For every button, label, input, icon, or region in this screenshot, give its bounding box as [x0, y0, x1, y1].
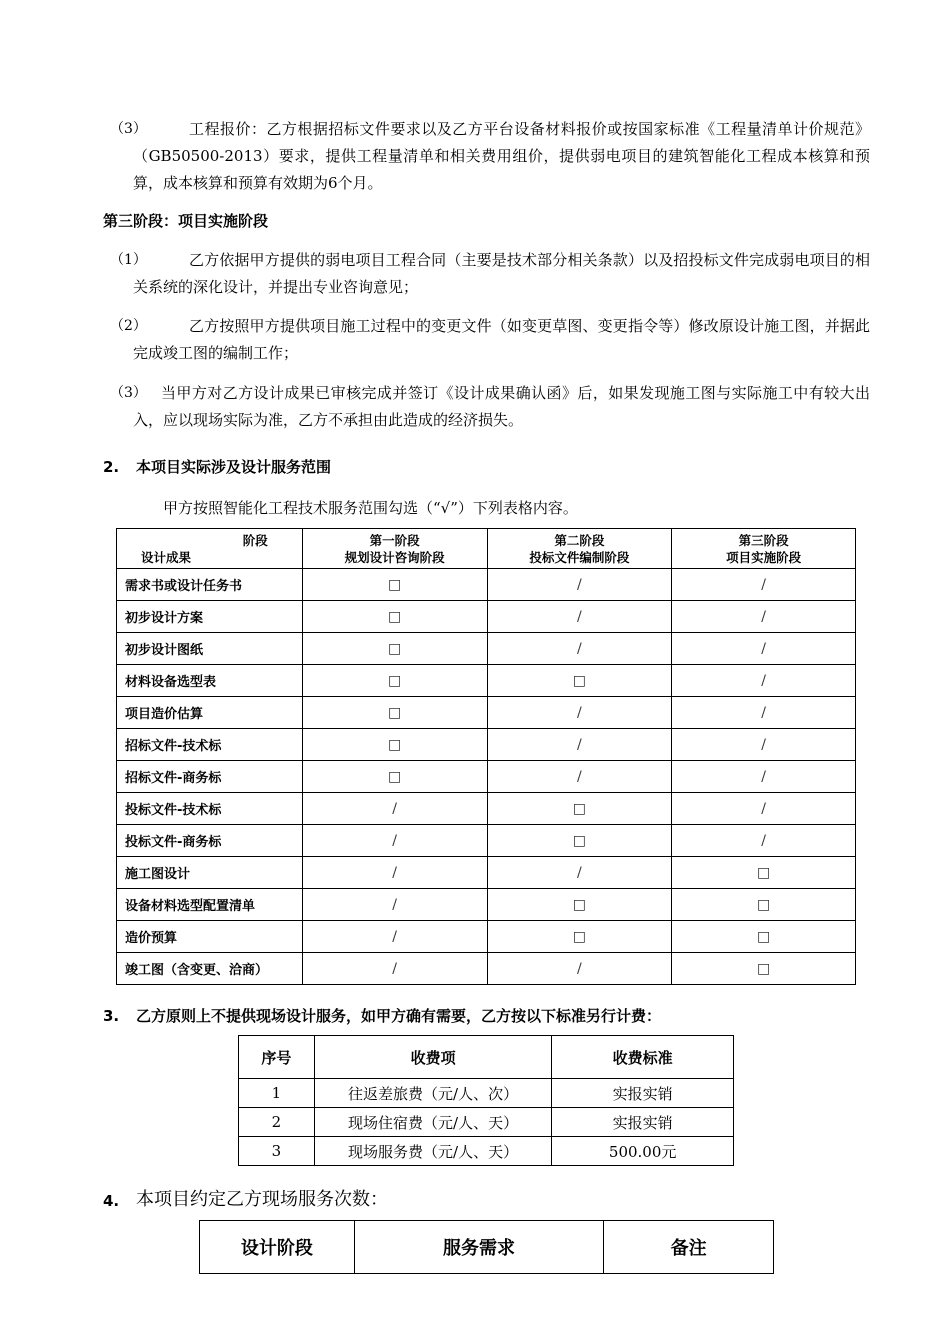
paragraph-change-drawings: 乙方按照甲方提供项目施工过程中的变更文件（如变更草图、变更指令等）修改原设计施工图，并据此完成竣工图的编制工作；: [133, 317, 870, 362]
row-label: 竣工图（含变更、洽商）: [117, 953, 303, 985]
row-standard: 实报实销: [552, 1108, 734, 1137]
section4-number: 4.: [103, 1192, 120, 1210]
stage3-heading: 第三阶段：项目实施阶段: [103, 212, 269, 230]
checkbox-cell[interactable]: □: [487, 793, 672, 825]
checkbox-cell[interactable]: □: [672, 889, 856, 921]
corner-stage-label: 阶段: [242, 532, 268, 548]
section2-intro: 甲方按照智能化工程技术服务范围勾选（“√”）下列表格内容。: [163, 499, 578, 517]
not-applicable-cell: /: [672, 601, 856, 633]
design-scope-table: [116, 528, 856, 985]
row-standard: 实报实销: [552, 1079, 734, 1108]
checkbox-cell[interactable]: □: [672, 857, 856, 889]
checkbox-cell[interactable]: □: [672, 921, 856, 953]
table-row: [117, 889, 856, 921]
not-applicable-cell: /: [672, 569, 856, 601]
column-header-service-demand: 服务需求: [354, 1221, 604, 1274]
corner-header: [117, 529, 303, 569]
checkbox-cell[interactable]: □: [487, 665, 672, 697]
column-header-design-stage: 设计阶段: [200, 1221, 355, 1274]
column-header-remarks: 备注: [604, 1221, 774, 1274]
table-row: [117, 665, 856, 697]
not-applicable-cell: /: [672, 633, 856, 665]
row-label: 初步设计方案: [117, 601, 303, 633]
table-row: [117, 633, 856, 665]
paragraph-deepening-design: 乙方依据甲方提供的弱电项目工程合同（主要是技术部分相关条款）以及招投标文件完成弱电项目的相关系统的深化设计，并提出专业咨询意见；: [133, 251, 870, 296]
checkbox-cell[interactable]: □: [302, 697, 487, 729]
table-row: [239, 1079, 734, 1108]
row-label: 投标文件-商务标: [117, 825, 303, 857]
not-applicable-cell: /: [487, 601, 672, 633]
not-applicable-cell: /: [302, 825, 487, 857]
checkbox-cell[interactable]: □: [487, 921, 672, 953]
section3-title: 乙方原则上不提供现场设计服务，如甲方确有需要，乙方按以下标准另行计费：: [136, 1007, 662, 1025]
column-header-no: 序号: [239, 1036, 315, 1079]
row-label: 材料设备选型表: [117, 665, 303, 697]
column-header-stage1: 第一阶段 规划设计咨询阶段: [302, 529, 487, 569]
section2-number: 2.: [103, 458, 120, 476]
table-row: [117, 729, 856, 761]
item-number: （1）: [110, 252, 147, 268]
checkbox-cell[interactable]: □: [672, 953, 856, 985]
row-label: 招标文件-技术标: [117, 729, 303, 761]
section2-title: 本项目实际涉及设计服务范围: [136, 458, 332, 476]
not-applicable-cell: /: [672, 761, 856, 793]
fee-table: [238, 1035, 734, 1166]
row-item: 现场服务费（元/人、天）: [314, 1137, 551, 1166]
not-applicable-cell: /: [487, 633, 672, 665]
not-applicable-cell: /: [672, 697, 856, 729]
column-header-stage3: 第三阶段 项目实施阶段: [672, 529, 856, 569]
table-row: [117, 761, 856, 793]
item-number: （3）: [110, 121, 147, 137]
item-number: （3）: [110, 385, 147, 401]
not-applicable-cell: /: [487, 857, 672, 889]
checkbox-cell[interactable]: □: [302, 569, 487, 601]
column-header-item: 收费项: [314, 1036, 551, 1079]
not-applicable-cell: /: [672, 665, 856, 697]
not-applicable-cell: /: [487, 569, 672, 601]
table-row: [117, 921, 856, 953]
column-header-stage2: 第二阶段 投标文件编制阶段: [487, 529, 672, 569]
table-row: [239, 1137, 734, 1166]
not-applicable-cell: /: [487, 729, 672, 761]
row-label: 招标文件-商务标: [117, 761, 303, 793]
table-row: [117, 601, 856, 633]
checkbox-cell[interactable]: □: [487, 825, 672, 857]
checkbox-cell[interactable]: □: [487, 889, 672, 921]
row-item: 往返差旅费（元/人、次）: [314, 1079, 551, 1108]
checkbox-cell[interactable]: □: [302, 665, 487, 697]
table-row: [117, 793, 856, 825]
row-label: 设备材料选型配置清单: [117, 889, 303, 921]
not-applicable-cell: /: [672, 825, 856, 857]
row-no: 1: [239, 1079, 315, 1108]
row-item: 现场住宿费（元/人、天）: [314, 1108, 551, 1137]
checkbox-cell[interactable]: □: [302, 729, 487, 761]
checkbox-cell[interactable]: □: [302, 601, 487, 633]
not-applicable-cell: /: [302, 793, 487, 825]
table-row: [117, 857, 856, 889]
column-header-standard: 收费标准: [552, 1036, 734, 1079]
table-row: [117, 697, 856, 729]
paragraph-cost-estimate-text: 工程报价：乙方根据招标文件要求以及乙方平台设备材料报价或按国家标准《工程量清单计价规范》（GB50500-2013）要求，提供工程量清单和相关费用组价，提供弱电项目的建筑智能化工程成本核算和预算，成本核算和预算有效期为6个月。: [133, 120, 870, 192]
checkbox-cell[interactable]: □: [302, 633, 487, 665]
row-label: 造价预算: [117, 921, 303, 953]
row-label: 施工图设计: [117, 857, 303, 889]
not-applicable-cell: /: [487, 697, 672, 729]
checkbox-cell[interactable]: □: [302, 761, 487, 793]
row-no: 3: [239, 1137, 315, 1166]
row-label: 投标文件-技术标: [117, 793, 303, 825]
section4-title: 本项目约定乙方现场服务次数：: [136, 1189, 388, 1210]
row-no: 2: [239, 1108, 315, 1137]
not-applicable-cell: /: [672, 729, 856, 761]
row-label: 项目造价估算: [117, 697, 303, 729]
not-applicable-cell: /: [302, 857, 487, 889]
paragraph-liability: 当甲方对乙方设计成果已审核完成并签订《设计成果确认函》后，如果发现施工图与实际施工中有较大出入，应以现场实际为准，乙方不承担由此造成的经济损失。: [133, 384, 870, 429]
not-applicable-cell: /: [302, 921, 487, 953]
corner-deliverable-label: 设计成果: [141, 549, 192, 565]
row-standard: 500.00元: [552, 1137, 734, 1166]
not-applicable-cell: /: [302, 889, 487, 921]
section3-number: 3.: [103, 1007, 120, 1025]
table-row: [117, 825, 856, 857]
not-applicable-cell: /: [302, 953, 487, 985]
row-label: 需求书或设计任务书: [117, 569, 303, 601]
table-row: [117, 569, 856, 601]
not-applicable-cell: /: [487, 953, 672, 985]
table-row: [117, 953, 856, 985]
service-visits-table: [199, 1220, 774, 1274]
not-applicable-cell: /: [487, 761, 672, 793]
table-row: [239, 1108, 734, 1137]
item-number: （2）: [110, 318, 147, 334]
not-applicable-cell: /: [672, 793, 856, 825]
row-label: 初步设计图纸: [117, 633, 303, 665]
